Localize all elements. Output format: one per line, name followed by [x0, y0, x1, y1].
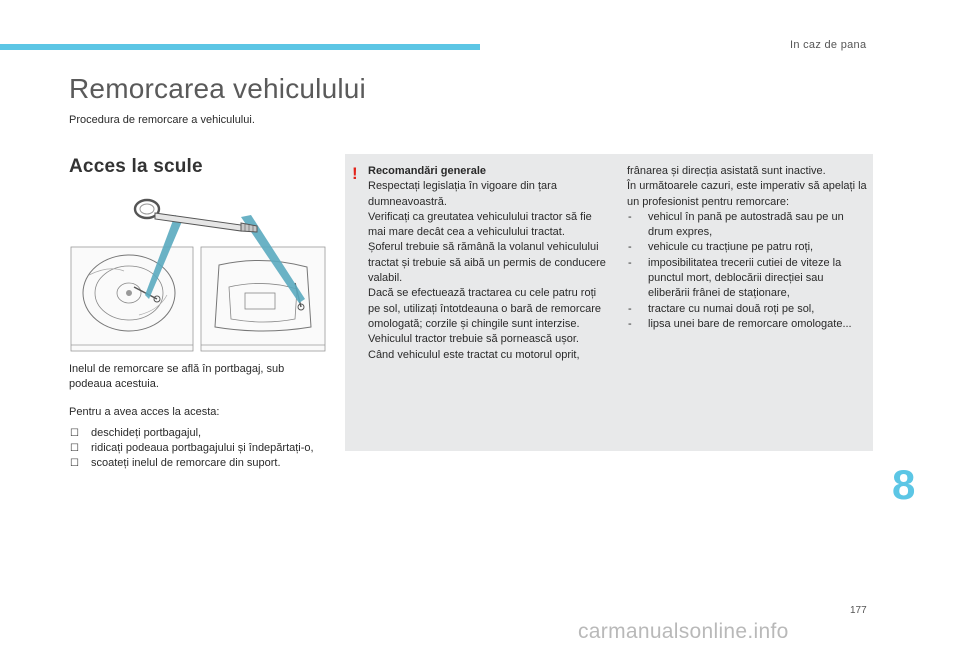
trunk-left-panel — [71, 247, 193, 351]
warning-icon: ! — [352, 164, 358, 183]
steps-list — [69, 426, 319, 471]
list-item: ☐ ridicați podeaua portbagajului și îndepărtați-o, — [70, 442, 314, 454]
watermark: carmanualsonline.info — [578, 620, 789, 643]
note-title: Recomandări generale — [368, 165, 486, 177]
list-item: - imposibilitatea trecerii cutiei de viteze la punctul mort, deblocării direcției sau eliberării frânei de staționare, — [628, 256, 842, 300]
note-line: Verificați ca greutatea vehiculului tractor să fie mai mare decât cea a vehiculului tractat. — [368, 210, 592, 239]
checkbox-bullet-icon: ☐ — [70, 443, 79, 454]
note-line: Respectați legislația în vigoare din țara dumneavoastră. — [368, 180, 557, 208]
intro-text: Procedura de remorcare a vehiculului. — [69, 114, 255, 126]
chapter-number: 8 — [892, 461, 916, 508]
note-column-left — [368, 164, 608, 363]
header-accent-bar — [0, 44, 480, 50]
note-line: Vehiculul tractor trebuie să pornească ușor. — [368, 333, 579, 346]
paragraph-location: Inelul de remorcare se află în portbagaj, sub podeaua acestuia. — [69, 363, 285, 390]
trunk-right-panel — [201, 247, 325, 351]
note-line: Dacă se efectuează tractarea cu cele patru roți pe sol, utilizați întotdeauna o bară de remorcare omologată; corzile și chingile sunt interzise. — [368, 287, 601, 330]
section-subtitle: Acces la scule — [69, 156, 203, 177]
list-item: ☐ scoateți inelul de remorcare din suport. — [70, 457, 281, 469]
list-item: - tractare cu numai două roți pe sol, — [628, 302, 815, 315]
checkbox-bullet-icon: ☐ — [70, 428, 79, 439]
note-column-right — [627, 164, 867, 332]
list-item: - vehicule cu tracțiune pe patru roți, — [628, 241, 814, 254]
page-title: Remorcarea vehiculului — [69, 73, 366, 104]
note-line: frânarea și direcția asistată sunt inactive. — [627, 165, 826, 177]
note-line: Șoferul trebuie să rămână la volanul vehiculului tractat și trebuie să aibă un permis de conducere valabil. — [368, 241, 606, 285]
pro-towing-cases-list — [627, 210, 867, 332]
tow-ring-tool — [135, 200, 257, 232]
paragraph-access: Pentru a avea acces la acesta: — [69, 406, 220, 418]
note-line: În următoarele cazuri, este imperativ să apelați la un profesionist pentru remorcare: — [627, 180, 867, 208]
list-item: - lipsa unei bare de remorcare omologate... — [628, 317, 852, 330]
note-line: Când vehiculul este tractat cu motorul oprit, — [368, 348, 580, 361]
checkbox-bullet-icon: ☐ — [70, 458, 79, 469]
section-header: In caz de pana — [790, 39, 867, 51]
list-item: ☐ deschideți portbagajul, — [70, 427, 202, 439]
tow-ring-illustration — [69, 195, 327, 357]
page-number: 177 — [850, 605, 867, 616]
list-item: - vehicul în pană pe autostradă sau pe un drum expres, — [628, 210, 844, 239]
